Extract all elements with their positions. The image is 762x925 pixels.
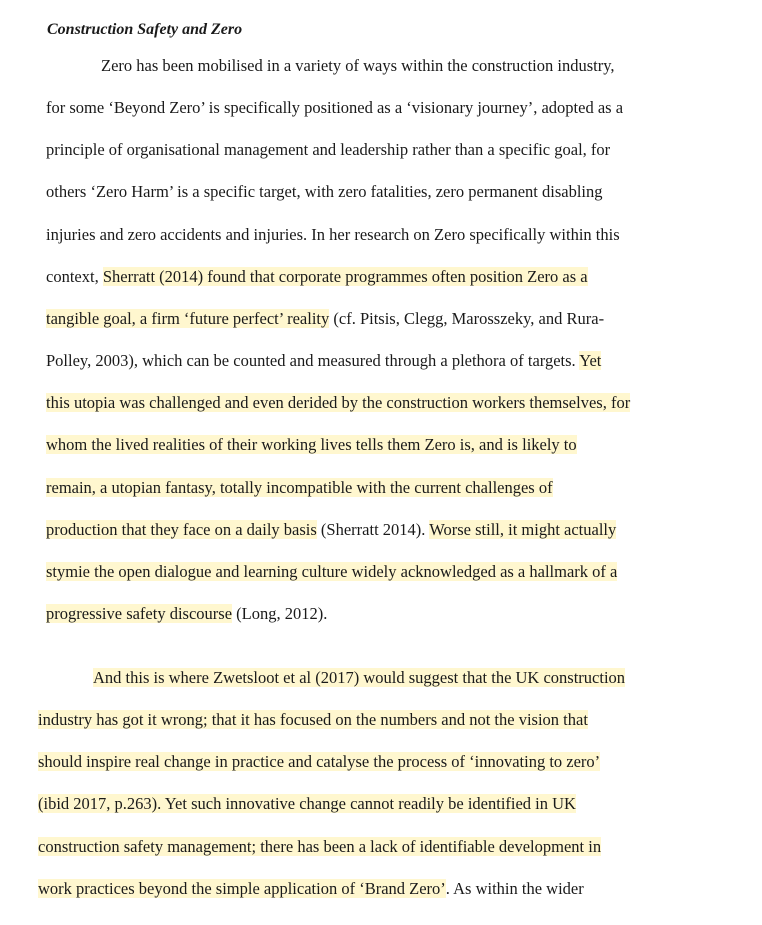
text-line	[46, 139, 610, 161]
highlighted-text: Yet	[579, 351, 602, 370]
text-line	[46, 603, 327, 625]
text-line	[46, 434, 577, 456]
text-line	[38, 709, 588, 731]
text-line	[38, 751, 600, 773]
text-segment: others ‘Zero Harm’ is a specific target, with zero fatalities, zero permanent disabling	[46, 182, 603, 201]
text-line	[46, 97, 623, 119]
highlighted-text: this utopia was challenged and even derided by the construction workers themselves, for	[46, 393, 631, 412]
highlighted-text: whom the lived realities of their working lives tells them Zero is, and is likely to	[46, 435, 577, 454]
text-segment: (Sherratt 2014).	[316, 520, 430, 539]
highlighted-text: should inspire real change in practice and catalyse the process of ‘innovating to zero’	[38, 752, 601, 771]
text-line	[46, 181, 603, 203]
text-line	[46, 392, 630, 414]
text-segment: context,	[46, 267, 103, 286]
text-segment: Polley, 2003), which can be counted and measured through a plethora of targets.	[46, 351, 580, 370]
text-line	[38, 878, 584, 900]
text-segment: (cf. Pitsis, Clegg, Marosszeky, and Rura-	[329, 309, 605, 328]
highlighted-text: And this is where Zwetsloot et al (2017) would suggest that the UK construction	[93, 668, 626, 687]
highlighted-text: Sherratt (2014) found that corporate programmes often position Zero as a	[102, 267, 588, 286]
text-line	[38, 793, 576, 815]
text-line	[46, 308, 604, 330]
highlighted-text: construction safety management; there has been a lack of identifiable development in	[38, 837, 602, 856]
section-heading: Construction Safety and Zero	[47, 21, 243, 38]
text-segment: principle of organisational management and leadership rather than a specific goal, for	[46, 140, 611, 159]
highlighted-text: industry has got it wrong; that it has focused on the numbers and not the vision that	[38, 710, 588, 729]
text-line	[46, 519, 616, 541]
highlighted-text: Worse still, it might actually	[429, 520, 617, 539]
text-line	[38, 836, 601, 858]
highlighted-text: stymie the open dialogue and learning culture widely acknowledged as a hallmark of a	[46, 562, 618, 581]
text-line	[46, 350, 601, 372]
text-segment: Zero has been mobilised in a variety of ways within the construction industry,	[101, 56, 615, 75]
highlighted-text: progressive safety discourse	[46, 604, 233, 623]
text-line	[46, 561, 617, 583]
highlighted-text: tangible goal, a firm ‘future perfect’ reality	[46, 309, 330, 328]
text-segment: (Long, 2012).	[232, 604, 328, 623]
text-segment: for some ‘Beyond Zero’ is specifically positioned as a ‘visionary journey’, adopted as a	[46, 98, 624, 117]
highlighted-text: production that they face on a daily basis	[46, 520, 317, 539]
text-line	[93, 667, 625, 689]
text-line	[46, 266, 588, 288]
highlighted-text: (ibid 2017, p.263). Yet such innovative change cannot readily be identified in UK	[38, 794, 576, 813]
text-line	[101, 55, 615, 77]
text-segment: . As within the wider	[445, 879, 584, 898]
text-line	[46, 224, 620, 246]
highlighted-text: remain, a utopian fantasy, totally incompatible with the current challenges of	[46, 478, 553, 497]
highlighted-text: work practices beyond the simple application of ‘Brand Zero’	[38, 879, 446, 898]
text-segment: injuries and zero accidents and injuries. In her research on Zero specifically within this	[46, 225, 620, 244]
text-line	[46, 477, 553, 499]
